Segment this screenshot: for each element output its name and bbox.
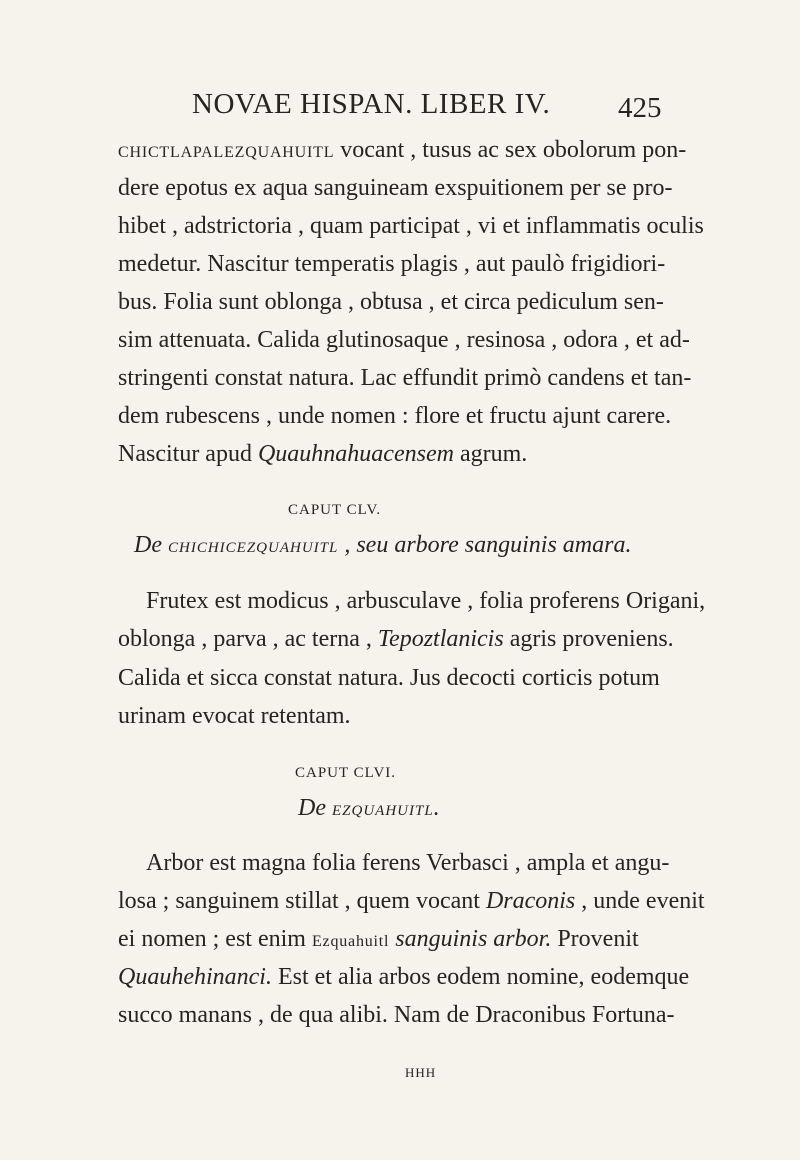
page-number: 425 — [618, 92, 662, 124]
text-line: ei nomen ; est enim Ezquahuitl sanguinis arbor. Provenit — [118, 926, 639, 952]
signature-mark: HHH — [405, 1065, 437, 1080]
text-line: Nascitur apud Quauhnahuacensem agrum. — [118, 441, 528, 467]
text-line: urinam evocat retentam. — [118, 703, 351, 729]
text-line: sim attenuata. Calida glutinosaque , resinosa , odora , et ad- — [118, 327, 690, 353]
text-line: dem rubescens , unde nomen : flore et fructu ajunt carere. — [118, 403, 672, 429]
text-line: medetur. Nascitur temperatis plagis , aut paulò frigidiori- — [118, 251, 666, 277]
text-line: Quauhehinanci. Est et alia arbos eodem nomine, eodemque — [118, 964, 690, 990]
text-line: dere epotus ex aqua sanguineam exspuitionem per se pro- — [118, 175, 673, 201]
chapter-title: De EZQUAHUITL. — [298, 795, 440, 821]
chapter-heading: CAPUT CLV. — [288, 502, 382, 518]
chapter-heading: CAPUT CLVI. — [295, 765, 397, 781]
text-line: Frutex est modicus , arbusculave , folia proferens Origani, — [146, 588, 706, 614]
chapter-title: De CHICHICEZQUAHUITL , seu arbore sanguinis amara. — [134, 532, 632, 558]
text-line: oblonga , parva , ac terna , Tepoztlanicis agris proveniens. — [118, 626, 674, 652]
running-title: NOVAE HISPAN. LIBER IV. — [192, 88, 551, 120]
text-line: CHICTLAPALEZQUAHUITL vocant , tusus ac sex obolorum pon- — [118, 137, 687, 163]
text-line: Calida et sicca constat natura. Jus decocti corticis potum — [118, 665, 660, 691]
text-line: losa ; sanguinem stillat , quem vocant Draconis , unde evenit — [118, 888, 705, 914]
plant-name: CHICTLAPALEZQUAHUITL — [118, 144, 335, 161]
text-line: hibet , adstrictoria , quam participat , vi et inflammatis oculis — [118, 213, 704, 239]
text-line: succo manans , de qua alibi. Nam de Draconibus Fortuna- — [118, 1002, 675, 1028]
text-line: Arbor est magna folia ferens Verbasci , ampla et angu- — [146, 850, 670, 876]
text-line: stringenti constat natura. Lac effundit primò candens et tan- — [118, 365, 692, 391]
text-line: bus. Folia sunt oblonga , obtusa , et circa pediculum sen- — [118, 289, 664, 315]
